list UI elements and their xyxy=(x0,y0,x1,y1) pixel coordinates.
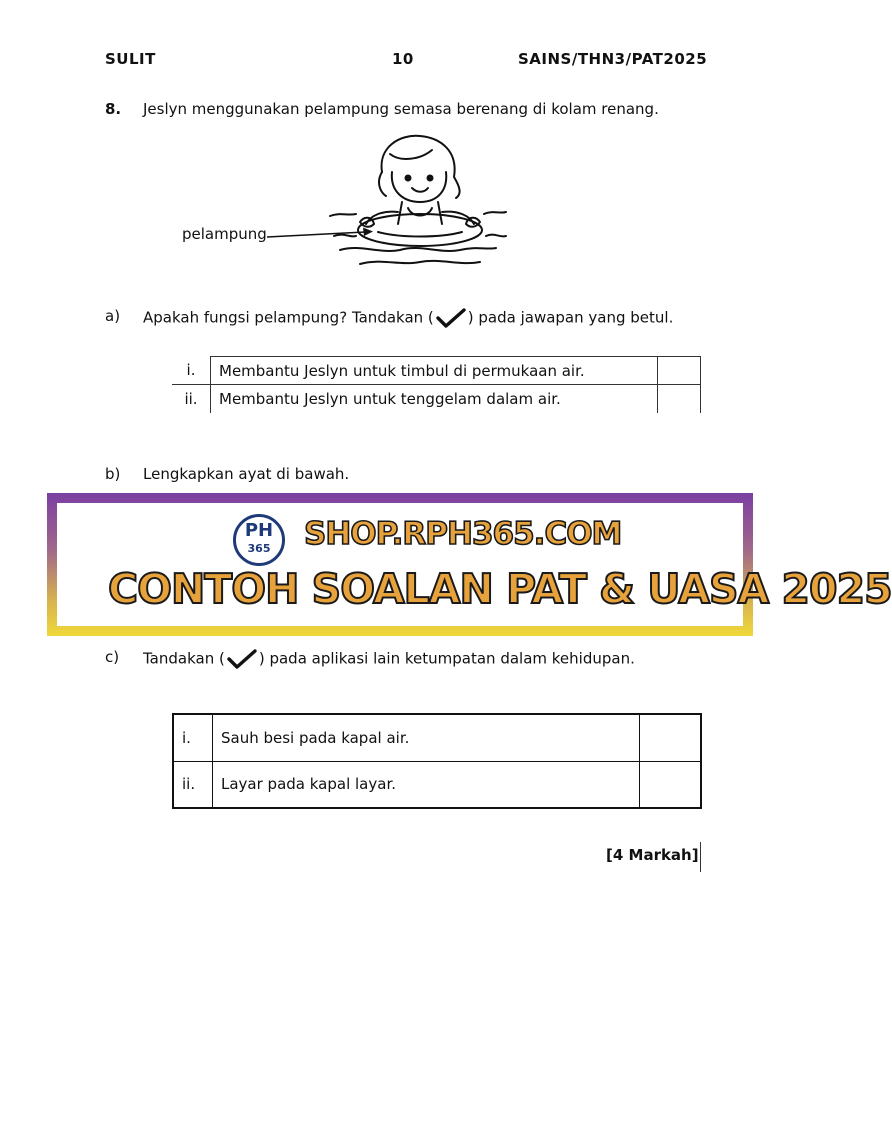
marks-label: [4 Markah] xyxy=(606,846,699,864)
part-b-instruction: Lengkapkan ayat di bawah. xyxy=(143,465,350,483)
answer-box[interactable] xyxy=(640,714,702,761)
table-row xyxy=(173,714,701,761)
part-a-label: a) xyxy=(105,307,121,325)
part-a-prefix: Apakah fungsi pelampung? Tandakan ( xyxy=(143,308,434,327)
part-c-suffix: ) pada aplikasi lain ketumpatan dalam kehidupan. xyxy=(258,649,635,668)
question-text: Jeslyn menggunakan pelampung semasa berenang di kolam renang. xyxy=(143,100,659,118)
part-c-label: c) xyxy=(105,648,120,666)
option-number: ii. xyxy=(184,389,198,408)
question-number: 8. xyxy=(105,100,122,118)
part-b-label: b) xyxy=(105,465,121,483)
option-text: Layar pada kapal layar. xyxy=(213,761,640,808)
part-c-options-table xyxy=(172,713,702,809)
figure-label-pelampung: pelampung xyxy=(182,225,267,243)
option-number: ii. xyxy=(173,761,213,808)
table-row xyxy=(173,761,701,808)
checkmark-icon xyxy=(225,648,259,670)
logo-bottom-text: 365 xyxy=(247,542,271,555)
part-a-instruction xyxy=(143,307,673,329)
checkmark-icon xyxy=(434,307,468,329)
option-text: Membantu Jeslyn untuk tenggelam dalam air. xyxy=(211,385,658,413)
table-row xyxy=(172,357,701,385)
answer-box[interactable] xyxy=(658,385,701,413)
girl-swimming-illustration xyxy=(320,132,510,272)
option-number: i. xyxy=(173,714,213,761)
label-arrow xyxy=(265,226,375,242)
banner-title: CONTOH SOALAN PAT & UASA 2025 xyxy=(108,565,892,613)
rph365-logo xyxy=(233,514,285,566)
header-left: SULIT xyxy=(105,50,156,68)
page-number: 10 xyxy=(392,50,414,68)
header-right: SAINS/THN3/PAT2025 xyxy=(518,50,708,68)
option-text: Membantu Jeslyn untuk timbul di permukaan air. xyxy=(211,357,658,385)
option-text: Sauh besi pada kapal air. xyxy=(213,714,640,761)
option-number: i. xyxy=(172,357,211,385)
part-a-options-table xyxy=(172,356,701,413)
part-c-instruction xyxy=(143,648,635,670)
part-a-suffix: ) pada jawapan yang betul. xyxy=(467,308,674,327)
banner-shop-url: SHOP.RPH365.COM xyxy=(304,516,622,552)
marks-divider xyxy=(700,842,701,872)
answer-box[interactable] xyxy=(658,357,701,385)
answer-box[interactable] xyxy=(640,761,702,808)
part-c-prefix: Tandakan ( xyxy=(143,649,225,668)
table-row xyxy=(172,385,701,413)
logo-top-text: PH xyxy=(244,520,274,541)
